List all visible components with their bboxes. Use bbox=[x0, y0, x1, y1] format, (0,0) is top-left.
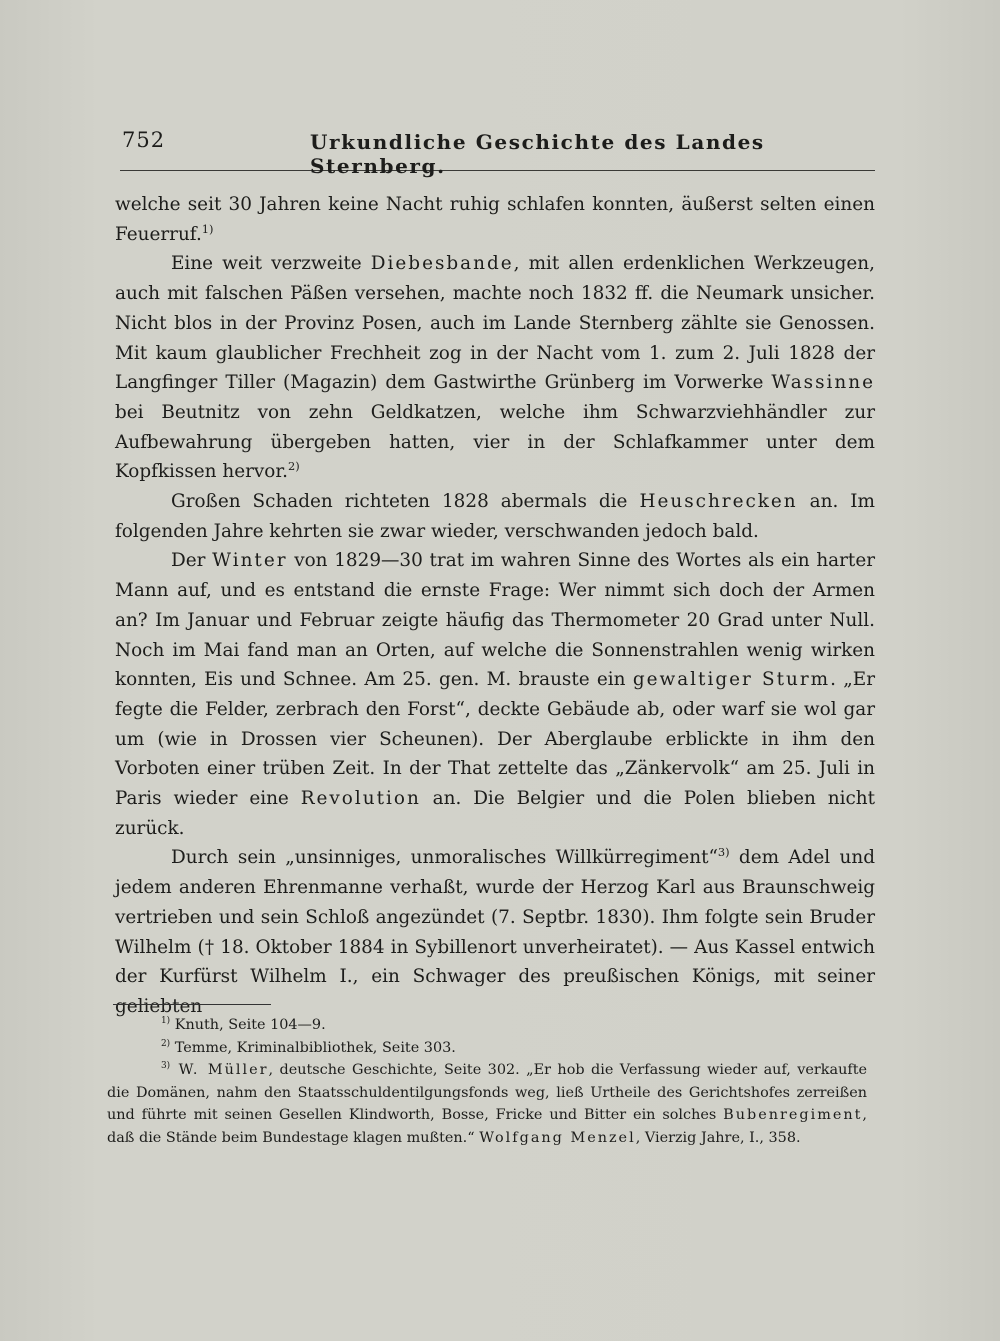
emphasis-text: gewaltiger Sturm bbox=[632, 669, 831, 691]
emphasis-text: Revolution bbox=[300, 788, 421, 810]
emphasis-text: Heuschrecken bbox=[639, 491, 798, 513]
footnote-mark: 3) bbox=[161, 1061, 171, 1072]
footnote-mark: 2) bbox=[161, 1038, 171, 1049]
text-run: Eine weit verzweite bbox=[171, 253, 371, 275]
emphasis-text: Wassinne bbox=[771, 372, 875, 394]
footnote-3 bbox=[107, 1059, 867, 1149]
footnote-author: Wolfgang Menzel bbox=[479, 1129, 636, 1146]
paragraph-heuschrecken bbox=[115, 487, 875, 546]
footnote-text: Knuth, Seite 104—9. bbox=[170, 1017, 326, 1033]
text-run: an. Die Belgier und die Polen blieben nicht zurück. bbox=[115, 788, 876, 839]
footnote-divider bbox=[113, 1004, 271, 1005]
paragraph-diebesbande bbox=[115, 249, 875, 487]
running-title: Urkundliche Geschichte des Landes Sternberg. bbox=[310, 130, 765, 178]
footnote-2 bbox=[107, 1037, 867, 1060]
paragraph-braunschweig bbox=[115, 843, 875, 1021]
body-text bbox=[115, 190, 875, 1022]
text-run: Durch sein „unsinniges, unmoralisches Willkürregiment“ bbox=[171, 847, 718, 869]
paragraph-winter bbox=[115, 546, 875, 843]
footnote-author: W. Müller bbox=[170, 1062, 269, 1078]
footnote-text: , deutsche Geschichte, Seite 302. „Er hob die Verfassung wieder auf, verkaufte die Domänen, nahm den Staatsschuldentilgungsfonds weg, ließ Urtheile des Gerichtshofes zerreißen und führte mit seinen Gesellen Klindworth, Bosse, Fricke und Bitter ein solches bbox=[107, 1062, 867, 1123]
text-run: Der bbox=[171, 550, 213, 572]
emphasis-text: Bubenregiment bbox=[723, 1107, 863, 1123]
footnotes bbox=[107, 1014, 867, 1149]
footnote-ref-1: 1) bbox=[201, 221, 214, 236]
footnote-text: , Vierzig Jahre, I., 358. bbox=[635, 1129, 801, 1146]
footnote-mark: 1) bbox=[161, 1016, 171, 1027]
footnote-ref-2: 2) bbox=[287, 459, 300, 474]
text-run: bei Beutnitz von zehn Geldkatzen, welche ihm Schwarzviehhändler zur Aufbewahrung übergeben hatten, vier in der Schlafkammer unter dem Kopfkissen hervor. bbox=[115, 401, 875, 483]
footnote-text: Temme, Kriminalbibliothek, Seite 303. bbox=[170, 1039, 456, 1056]
text-run: , mit allen erdenklichen Werkzeugen, auch mit falschen Päßen versehen, machte noch 1832 ff. die Neumark unsicher. Nicht blos in der Provinz Posen, auch im Lande Sternberg zählte sie Genossen. Mit kaum glaublicher Frechheit zog in der Nacht vom 1. zum 2. Juli 1828 der Langfinger Tiller (Magazin) dem Gastwirthe Grünberg im Vorwerke bbox=[115, 253, 875, 394]
footnote-text: , daß die Stände beim Bundestage klagen mußten.“ bbox=[107, 1107, 867, 1146]
footnote-1 bbox=[107, 1014, 867, 1037]
paragraph-text: welche seit 30 Jahren keine Nacht ruhig schlafen konnten, äußerst selten einen Feuerruf. bbox=[115, 194, 875, 245]
footnote-ref-3: 3) bbox=[717, 845, 730, 860]
text-run: an. Im folgenden Jahre kehrten sie zwar wieder, verschwanden jedoch bald. bbox=[115, 491, 875, 542]
emphasis-text: Winter bbox=[212, 550, 288, 572]
emphasis-text: Diebesbande bbox=[370, 253, 514, 275]
paragraph-continuation bbox=[115, 190, 875, 249]
text-run: Großen Schaden richteten 1828 abermals die bbox=[171, 491, 640, 513]
page-number: 752 bbox=[122, 128, 166, 152]
text-run: von 1829—30 trat im wahren Sinne des Wortes als ein harter Mann auf, und es entstand die ernste Frage: Wer nimmt sich doch der Armen an? Im Januar und Februar zeigte häufig das Thermometer 20 Grad unter Null. Noch im Mai fand man an Orten, auf welche die Sonnenstrahlen wenig wirken konnten, Eis und Schnee. Am 25. gen. M. brauste ein bbox=[115, 550, 875, 691]
text-run: dem Adel und jedem anderen Ehrenmanne verhaßt, wurde der Herzog Karl aus Braunschweig vertrieben und sein Schloß angezündet (7. Septbr. 1830). Ihm folgte sein Bruder Wilhelm († 18. Oktober 1884 in Sybillenort unverheiratet). — Aus Kassel entwich der Kurfürst Wilhelm I., ein Schwager des preußischen Königs, mit seiner geliebten bbox=[115, 847, 875, 1017]
page-header bbox=[120, 120, 875, 178]
text-run: . „Er fegte die Felder, zerbrach den Forst“, deckte Gebäude ab, oder warf sie wol gar um (wie in Drossen vier Scheunen). Der Aberglaube erblickte in ihm den Vorboten einer trüben Zeit. In der That zettelte das „Zänkervolk“ am 25. Juli in Paris wieder eine bbox=[115, 669, 875, 810]
